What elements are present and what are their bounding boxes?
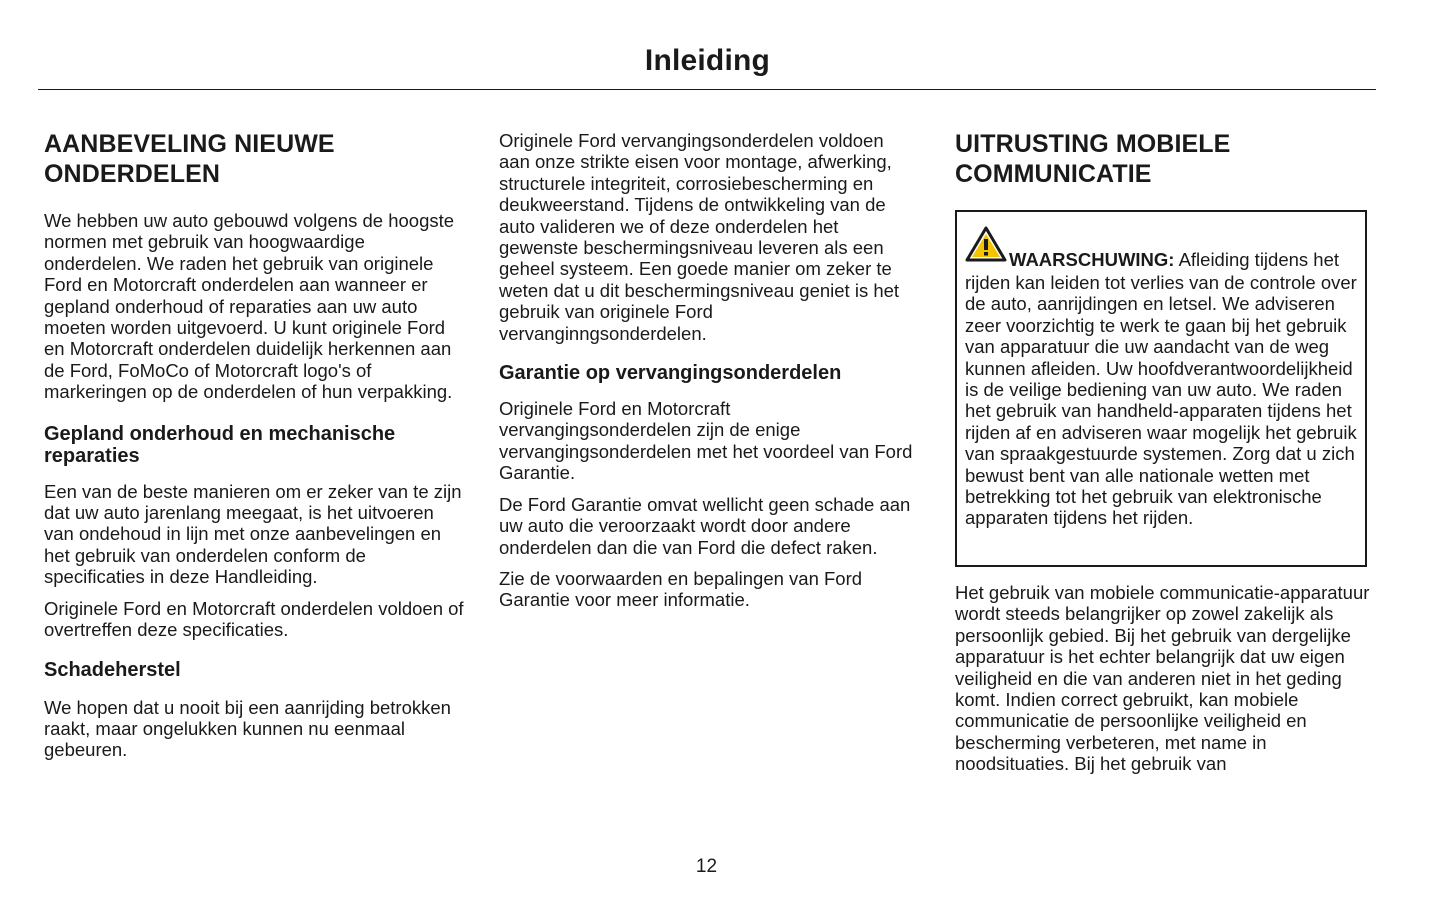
- paragraph-specs: Originele Ford en Motorcraft onderdelen voldoen of overtreffen deze specificaties.: [44, 597, 464, 641]
- subheading-damage-repair: Schadeherstel: [44, 658, 181, 681]
- section-heading-mobile-communication: UITRUSTING MOBIELE COMMUNICATIE: [955, 130, 1231, 188]
- paragraph-intro: We hebben uw auto gebouwd volgens de hoogste normen met gebruik van hoogwaardige onderdelen. We raden het gebruik van originele Ford en Motorcraft onderdelen aan wanneer er gepland onderhoud of reparaties aan uw auto moeten worden uitgevoerd. U kunt originele Ford en Motorcraft onderdelen duidelijk herkennen aan de Ford, FoMoCo of Motorcraft logo's of markeringen op de onderdelen of hun verpakking.: [44, 210, 455, 403]
- section-heading-new-parts: AANBEVELING NIEUWE ONDERDELEN: [44, 130, 335, 188]
- column-left: [44, 130, 464, 761]
- warning-label: WAARSCHUWING:: [1009, 249, 1175, 270]
- column-middle: [499, 130, 919, 611]
- warning-paragraph: [965, 238, 1363, 529]
- paragraph-replacement-parts: Originele Ford vervangingsonderdelen voldoen aan onze strikte eisen voor montage, afwerking, structurele integriteit, corrosiebescherming en deukweerstand. Tijdens de ontwikkeling van de auto valideren we of deze onderdelen het gewenste beschermingsniveau leveren als een geheel systeem. Een goede manier om zeker te weten dat u dit beschermingsniveau geniet is het gebruik van originele Ford vervanginngsonderdelen.: [499, 130, 900, 344]
- column-right-lower: [955, 582, 1375, 775]
- subheading-maintenance: Gepland onderhoud en mechanische reparaties: [44, 422, 396, 467]
- warning-body: Afleiding tijdens het rijden kan leiden tot verlies van de controle over de auto, aanrijdingen en letsel. We adviseren zeer voorzichtig te werk te gaan bij het gebruik van apparatuur die uw aandacht van de weg kunnen afleiden. Uw hoofdverantwoordelijkheid is de veilige bediening van uw auto. We raden het gebruik van handheld-apparaten tijdens het rijden af en adviseren waar mogelijk het gebruik van spraakgestuurde systemen. Zorg dat u zich bewust bent van alle nationale wetten met betrekking tot het gebruik van elektronische apparaten tijdens het rijden.: [965, 249, 1357, 529]
- page-number: 12: [695, 856, 718, 877]
- paragraph-maintenance: Een van de beste manieren om er zeker van te zijn dat uw auto jarenlang meegaat, is het uitvoeren van ondehoud in lijn met onze aanbevelingen en het gebruik van onderdelen conform de specificaties in deze Handleiding.: [44, 480, 462, 588]
- paragraph-mobile-communication: Het gebruik van mobiele communicatie-apparatuur wordt steeds belangrijker op zowel zakelijk als persoonlijk gebied. Bij het gebruik van dergelijke apparatuur is het echter belangrijk dat uw eigen veiligheid en die van anderen niet in het geding komt. Indien correct gebruikt, kan mobiele communicatie de persoonlijke veiligheid en bescherming verbeteren, met name in noodsituaties. Bij het gebruik van: [955, 582, 1370, 775]
- column-right: [955, 130, 1375, 189]
- paragraph-warranty-1: Originele Ford en Motorcraft vervangingsonderdelen zijn de enige vervangingsonderdelen met het voordeel van Ford Garantie.: [499, 398, 913, 484]
- paragraph-warranty-3: Zie de voorwaarden en bepalingen van Ford Garantie voor meer informatie.: [499, 567, 863, 611]
- title-divider: [38, 89, 1376, 90]
- subheading-warranty: Garantie op vervangingsonderdelen: [499, 362, 842, 385]
- warning-box: [955, 210, 1367, 567]
- paragraph-damage-repair: We hopen dat u nooit bij een aanrijding betrokken raakt, maar ongelukken kunnen nu eenmaal gebeuren.: [44, 696, 451, 761]
- paragraph-warranty-2: De Ford Garantie omvat wellicht geen schade aan uw auto die veroorzaakt wordt door andere onderdelen dan die van Ford die defect raken.: [499, 493, 911, 558]
- page-title: Inleiding: [644, 44, 771, 77]
- warning-triangle-icon: [965, 238, 1007, 272]
